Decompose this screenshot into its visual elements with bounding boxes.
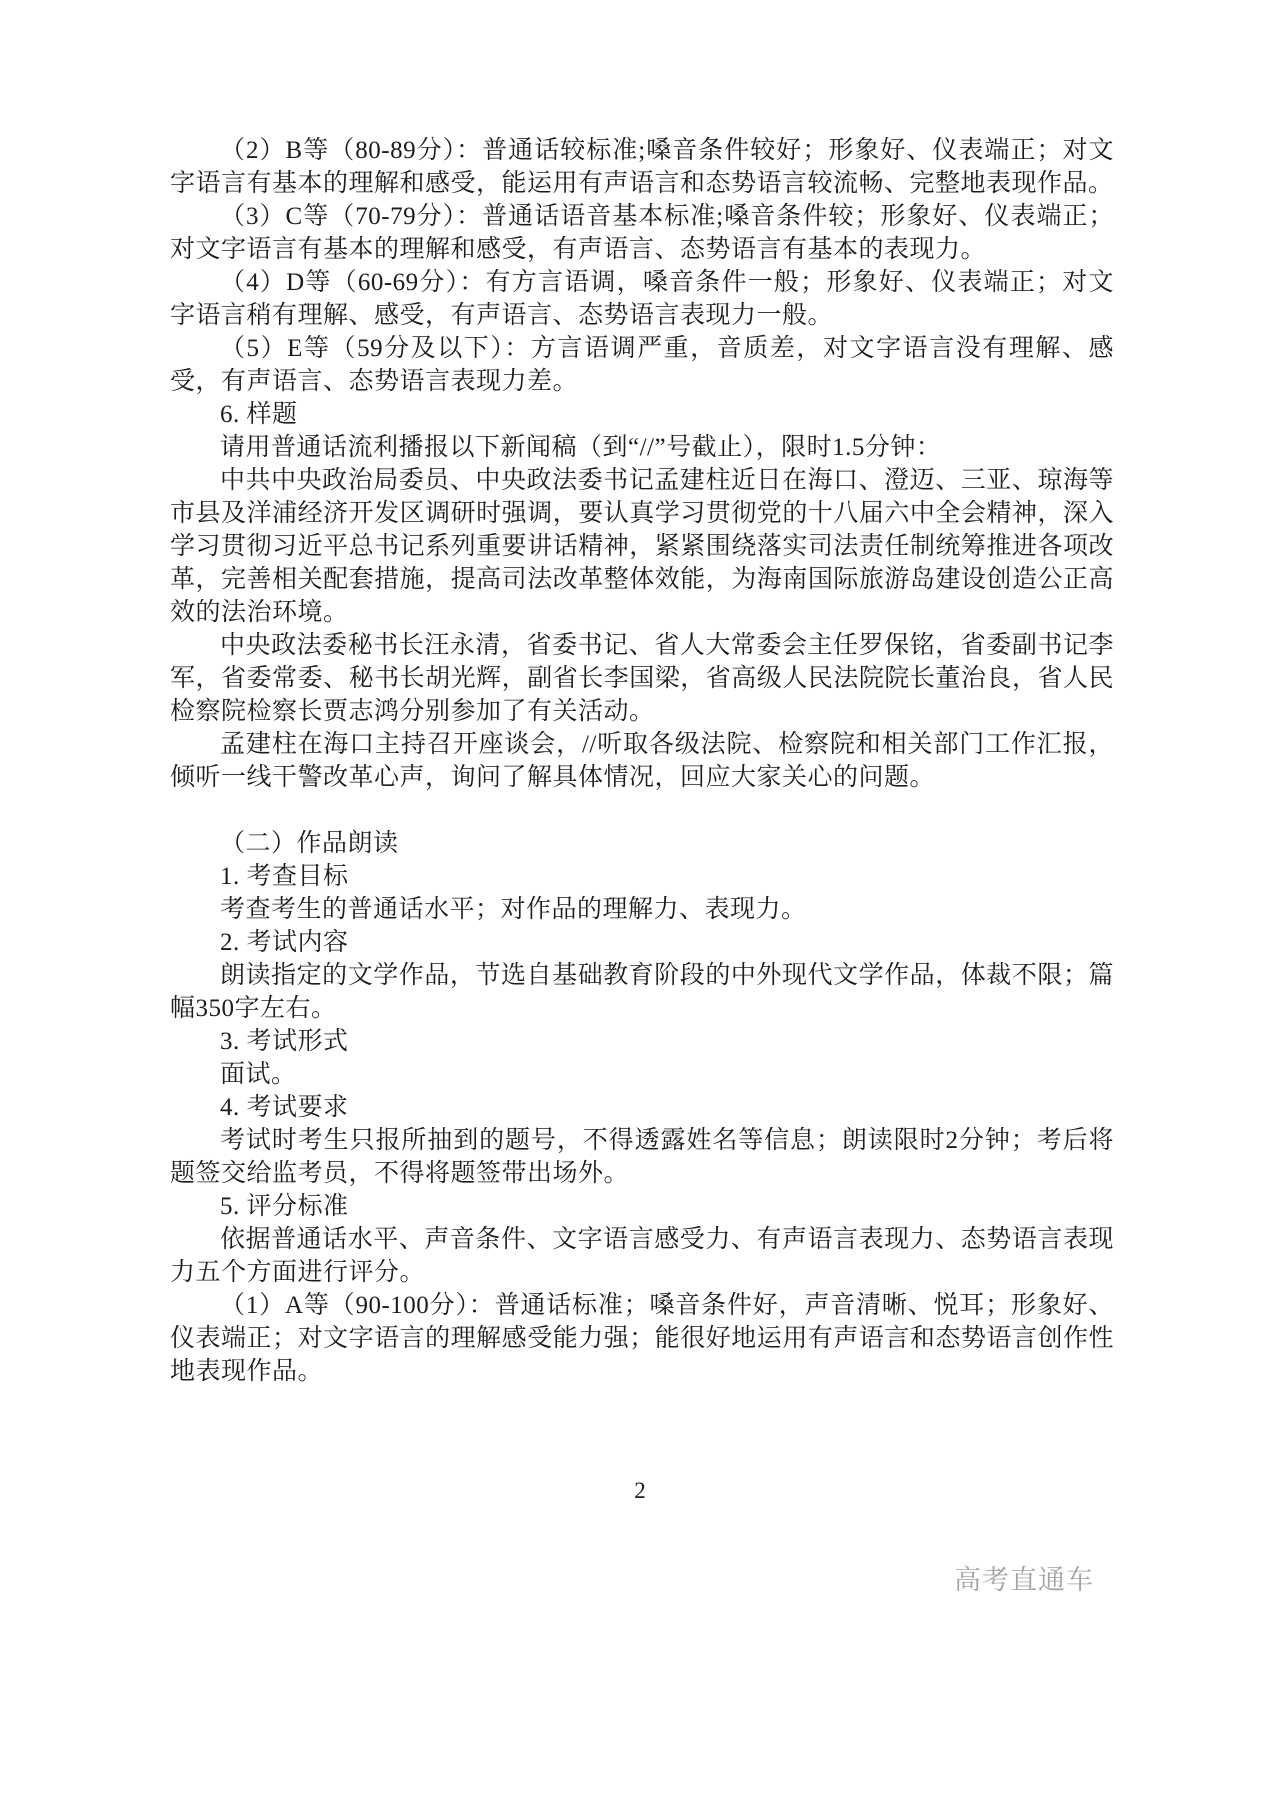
paragraph: 依据普通话水平、声音条件、文字语言感受力、有声语言表现力、态势语言表现力五个方面进行评分。 (170, 1226, 1114, 1286)
paragraph: 朗读指定的文学作品，节选自基础教育阶段的中外现代文学作品，体裁不限；篇幅350字左右。 (170, 962, 1114, 1022)
watermark: 高考直通车 (954, 1565, 1094, 1595)
section-heading: 2. 考试内容 (220, 929, 349, 956)
paragraph: 孟建柱在海口主持召开座谈会，//听取各级法院、检察院和相关部门工作汇报，倾听一线干警改革心声，询问了解具体情况，回应大家关心的问题。 (170, 731, 1114, 791)
document-content (170, 134, 1114, 1388)
section-heading: 4. 考试要求 (220, 1094, 349, 1121)
paragraph: （1）A等（90-100分）：普通话标准；嗓音条件好，声音清晰、悦耳；形象好、仪表端正；对文字语言的理解感受能力强；能很好地运用有声语言和态势语言创作性地表现作品。 (170, 1292, 1114, 1385)
paragraph: 考查考生的普通话水平；对作品的理解力、表现力。 (220, 896, 807, 923)
paragraph: 中共中央政治局委员、中央政法委书记孟建柱近日在海口、澄迈、三亚、琼海等市县及洋浦经济开发区调研时强调，要认真学习贯彻党的十八届六中全会精神，深入学习贯彻习近平总书记系列重要讲话精神，紧紧围绕落实司法责任制统筹推进各项改革，完善相关配套措施，提高司法改革整体效能，为海南国际旅游岛建设创造公正高效的法治环境。 (170, 467, 1114, 626)
section-heading: 1. 考查目标 (220, 863, 349, 890)
paragraph: 请用普通话流利播报以下新闻稿（到“//”号截止），限时1.5分钟： (220, 434, 942, 461)
paragraph: 面试。 (220, 1061, 297, 1088)
paragraph: （2）B等（80-89分）：普通话较标准;嗓音条件较好；形象好、仪表端正；对文字语言有基本的理解和感受，能运用有声语言和态势语言较流畅、完整地表现作品。 (170, 137, 1114, 197)
section-heading: 5. 评分标准 (220, 1193, 349, 1220)
paragraph: （3）C等（70-79分）：普通话语音基本标准;嗓音条件较；形象好、仪表端正；对文字语言有基本的理解和感受，有声语言、态势语言有基本的表现力。 (170, 203, 1114, 263)
paragraph: 中央政法委秘书长汪永清，省委书记、省人大常委会主任罗保铭，省委副书记李军，省委常委、秘书长胡光辉，副省长李国梁，省高级人民法院院长董治良，省人民检察院检察长贾志鸿分别参加了有关活动。 (170, 632, 1114, 725)
paragraph: （4）D等（60-69分）：有方言语调，嗓音条件一般；形象好、仪表端正；对文字语言稍有理解、感受，有声语言、态势语言表现力一般。 (170, 269, 1114, 329)
paragraph: 考试时考生只报所抽到的题号，不得透露姓名等信息；朗读限时2分钟；考后将题签交给监考员，不得将题签带出场外。 (170, 1127, 1114, 1187)
paragraph: （5）E等（59分及以下）：方言语调严重，音质差，对文字语言没有理解、感受，有声语言、态势语言表现力差。 (170, 335, 1114, 395)
page-number: 2 (634, 1478, 646, 1503)
section-heading: 6. 样题 (220, 401, 298, 428)
blank-line (170, 794, 1114, 827)
section-heading: 3. 考试形式 (220, 1028, 349, 1055)
section-heading: （二）作品朗读 (220, 830, 399, 857)
